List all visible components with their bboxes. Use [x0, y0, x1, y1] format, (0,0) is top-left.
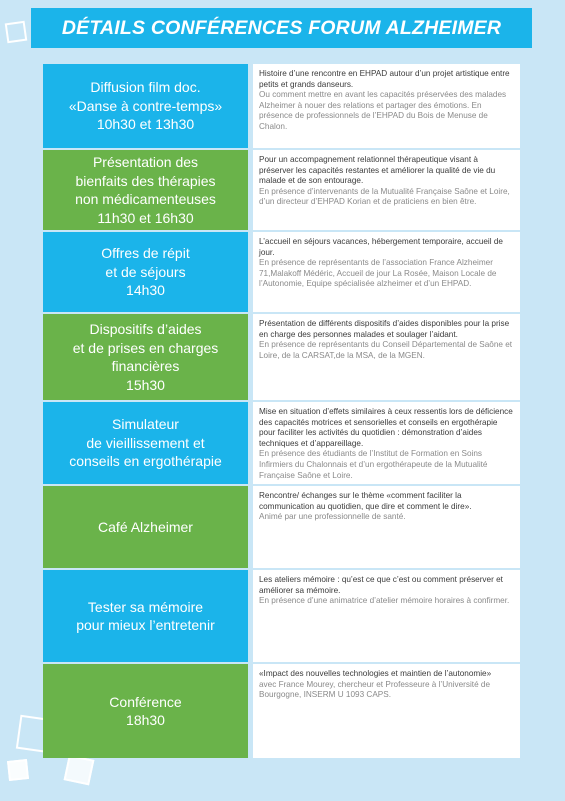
conference-title-line: 10h30 et 13h30: [96, 116, 195, 133]
conference-title-line: Offres de répit: [101, 245, 190, 262]
presence-note: En présence d’une animatrice d’atelier mémoire horaires à confirmer.: [259, 596, 510, 606]
conference-row: [43, 64, 520, 148]
conference-title-line: Tester sa mémoire: [87, 598, 204, 615]
presence-note: En présence de représentants du Conseil Départemental de Saône et Loire, de la CARSAT,de la MSA, de la MGEN.: [259, 340, 513, 360]
conference-title-line: non médicamenteuses: [75, 191, 216, 207]
conference-title-line: 14h30: [126, 282, 165, 299]
conference-row: [43, 664, 520, 758]
conference-list: [43, 64, 520, 760]
conference-title: [43, 64, 248, 148]
conference-row: [43, 486, 520, 568]
description-text: Rencontre/ échanges sur le thème «comment faciliter la communication au quotidien, que dire et comment le dire».: [259, 491, 472, 511]
conference-title: [43, 314, 248, 400]
conference-description: [253, 570, 520, 662]
conference-title-line: 11h30 et 16h30: [97, 209, 194, 226]
presence-note: Ou comment mettre en avant les capacités préservées des malades Alzheimer à nouer des relations et partager des émotions. En présence de professionnels de l’EHPAD du Bois de Menuse de Chalon.: [259, 90, 507, 131]
presence-note: Animé par une professionnelle de santé.: [259, 512, 406, 522]
conference-title-line: «Danse à contre-temps»: [68, 97, 223, 114]
conference-description: [253, 150, 520, 230]
conference-title-line: Café Alzheimer: [98, 518, 193, 535]
conference-description: [253, 64, 520, 148]
page-title: DÉTAILS CONFÉRENCES FORUM ALZHEIMER: [61, 16, 502, 39]
conference-title-line: 15h30: [126, 376, 165, 393]
conference-description: [253, 664, 520, 758]
conference-title-line: Conférence: [109, 693, 182, 710]
description-text: Mise en situation d’effets similaires à ceux ressentis lors de déficience des capacités motrices et sensorielles et conseils en ergothérapie pour faciliter les activités du quotidien : démonstration d’aides techniques et d’appareillage.: [259, 407, 513, 448]
conference-title-line: financières: [111, 358, 180, 374]
conference-title-line: Dispositifs d’aides: [89, 321, 202, 337]
conference-row: [43, 232, 520, 312]
description-text: Présentation de différents dispositifs d’aides disponibles pour la prise en charge des personnes malades et soulager l’aidant.: [259, 319, 510, 339]
presence-note: avec France Mourey, chercheur et Professeure à l’Université de Bourgogne, INSERM U 1093 CAPS.: [259, 679, 491, 700]
conference-title-line: pour mieux l’entretenir: [76, 617, 215, 633]
conference-row: [43, 402, 520, 484]
conference-description: [253, 486, 520, 568]
description-text: Histoire d’une rencontre en EHPAD autour d’un projet artistique entre petits et grands danseurs.: [259, 69, 510, 89]
conference-row: [43, 150, 520, 230]
presence-note: En présence de représentants de l’association France Alzheimer 71,Malakoff Médéric, Accueil de jour La Rosée, Maison Locale de l’Autonomie, Equipe spécialisée alzheimer et d’un EHPAD.: [259, 258, 497, 289]
conference-title-line: bienfaits des thérapies: [75, 172, 216, 189]
conference-title-line: Simulateur: [112, 416, 179, 433]
conference-title: [43, 232, 248, 312]
conference-row: [43, 314, 520, 400]
description-text: Les ateliers mémoire : qu’est ce que c’est ou comment préserver et améliorer sa mémoire.: [259, 575, 503, 595]
conference-title: [43, 486, 248, 568]
page-header: [31, 8, 532, 48]
conference-row: [43, 570, 520, 662]
conference-description: [253, 402, 520, 484]
conference-title: [43, 664, 248, 758]
conference-description: [253, 232, 520, 312]
conference-title-line: Présentation des: [92, 154, 199, 170]
conference-title: [43, 570, 248, 662]
conference-title-line: et de prises en charges: [72, 339, 219, 356]
decorative-square: [5, 21, 28, 44]
conference-title: [43, 150, 248, 230]
conference-title-line: de vieillissement et: [86, 434, 205, 451]
description-text: L’accueil en séjours vacances, hébergement temporaire, accueil de jour.: [259, 237, 503, 257]
conference-description: [253, 314, 520, 400]
presence-note: En présence des étudiants de l’Institut de Formation en Soins Infirmiers du Chalonnais et d’un ergothérapeute de la Mutualité Française Saône et Loire.: [259, 449, 488, 480]
conference-title-line: conseils en ergothérapie: [69, 453, 222, 470]
conference-title-line: Diffusion film doc.: [90, 79, 201, 96]
description-text: Pour un accompagnement relationnel thérapeutique visant à préserver les capacités restantes et améliorer la qualité de vie du malade et de son entourage.: [259, 155, 496, 186]
conference-title-line: 18h30: [126, 712, 165, 728]
presence-note: En présence d’intervenants de la Mutualité Française Saône et Loire, d’un directeur d’EHPAD Korian et de praticiens en bien être.: [259, 186, 510, 207]
conference-title: [43, 402, 248, 484]
conference-title-line: et de séjours: [105, 263, 186, 280]
decorative-square: [7, 759, 29, 781]
description-text: «Impact des nouvelles technologies et maintien de l’autonomie»: [259, 669, 492, 678]
